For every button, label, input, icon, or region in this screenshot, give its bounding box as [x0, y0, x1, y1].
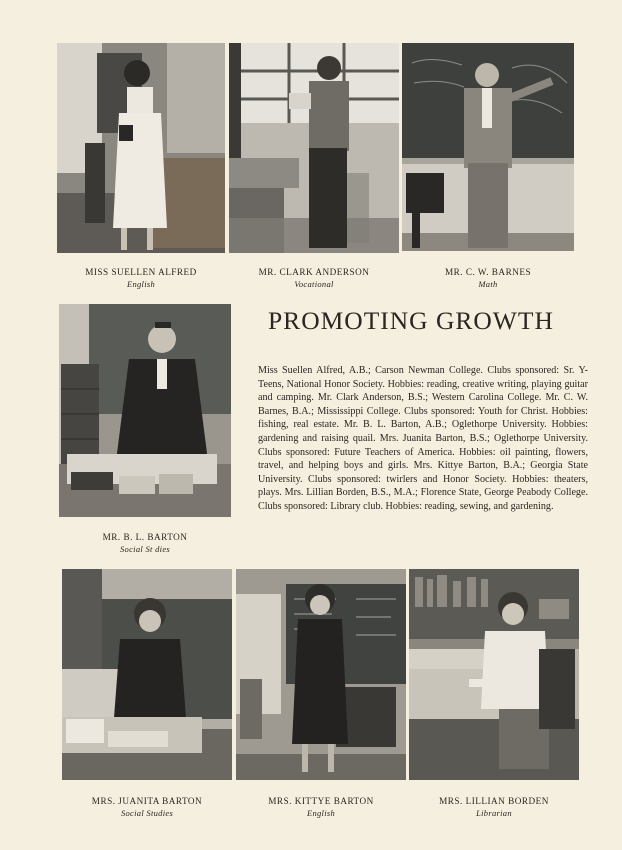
- faculty-subject: Math: [478, 279, 498, 289]
- faculty-subject: Social Studies: [120, 808, 174, 818]
- caption-lillian-borden: [409, 795, 579, 819]
- faculty-subject: English: [126, 279, 156, 289]
- faculty-name: MRS. KITTYE BARTON: [268, 796, 374, 806]
- photo-lillian-borden: [409, 569, 579, 780]
- caption-kittye-barton: [236, 795, 406, 819]
- photo-kittye-barton: [236, 569, 406, 780]
- faculty-bio-paragraph: Miss Suellen Alfred, A.B.; Carson Newman College. Clubs sponsored: Sr. Y-Teens, National Honor Society. Hobbies: reading, creative writing, playing guitar and camping. Mr. Clark Anderson, B.S.; Western Carolina College. Mr. C. W. Barnes, B.A.; Mississippi College. Clubs sponsored: Youth for Christ. Hobbies: fishing, real estate. Mr. B. L. Barton, A.B.; Oglethorpe University. Hobbies: gardening and raising quail. Mrs. Juanita Barton, B.S.; Oglethorpe University. Clubs sponsored: Future Teachers of America. Hobbies: oil painting, flowers, travel, and helping boys and girls. Mrs. Kittye Barton, B.A.; Georgia State University. Clubs sponsored: twirlers and Honor Society. Hobbies: theaters, plays. Mrs. Lillian Borden, B.S., M.A.; Florence State, George Peabody College. Clubs sponsored: Library club. Hobbies: reading, sewing, and gardening.: [258, 365, 588, 512]
- faculty-subject: Librarian: [476, 808, 512, 818]
- page-title: PROMOTING GROWTH: [268, 306, 554, 335]
- caption-suellen-alfred: [57, 266, 225, 290]
- faculty-name: MR. CLARK ANDERSON: [258, 267, 370, 277]
- faculty-name: MRS. JUANITA BARTON: [91, 796, 203, 806]
- caption-bl-barton: [59, 531, 231, 555]
- faculty-name: MISS SUELLEN ALFRED: [85, 267, 197, 277]
- faculty-name: MR. B. L. BARTON: [102, 532, 188, 542]
- photo-juanita-barton: [62, 569, 232, 780]
- caption-juanita-barton: [62, 795, 232, 819]
- faculty-name: MR. C. W. BARNES: [444, 267, 532, 277]
- caption-clark-anderson: [229, 266, 399, 290]
- faculty-subject: Vocational: [294, 279, 334, 289]
- photo-suellen-alfred: [57, 43, 225, 253]
- faculty-subject: Social St dies: [120, 544, 170, 554]
- caption-cw-barnes: [402, 266, 574, 290]
- photo-clark-anderson: [229, 43, 399, 253]
- faculty-subject: English: [306, 808, 336, 818]
- faculty-name: MRS. LILLIAN BORDEN: [439, 796, 549, 806]
- photo-cw-barnes: [402, 43, 574, 251]
- photo-bl-barton: [59, 304, 231, 517]
